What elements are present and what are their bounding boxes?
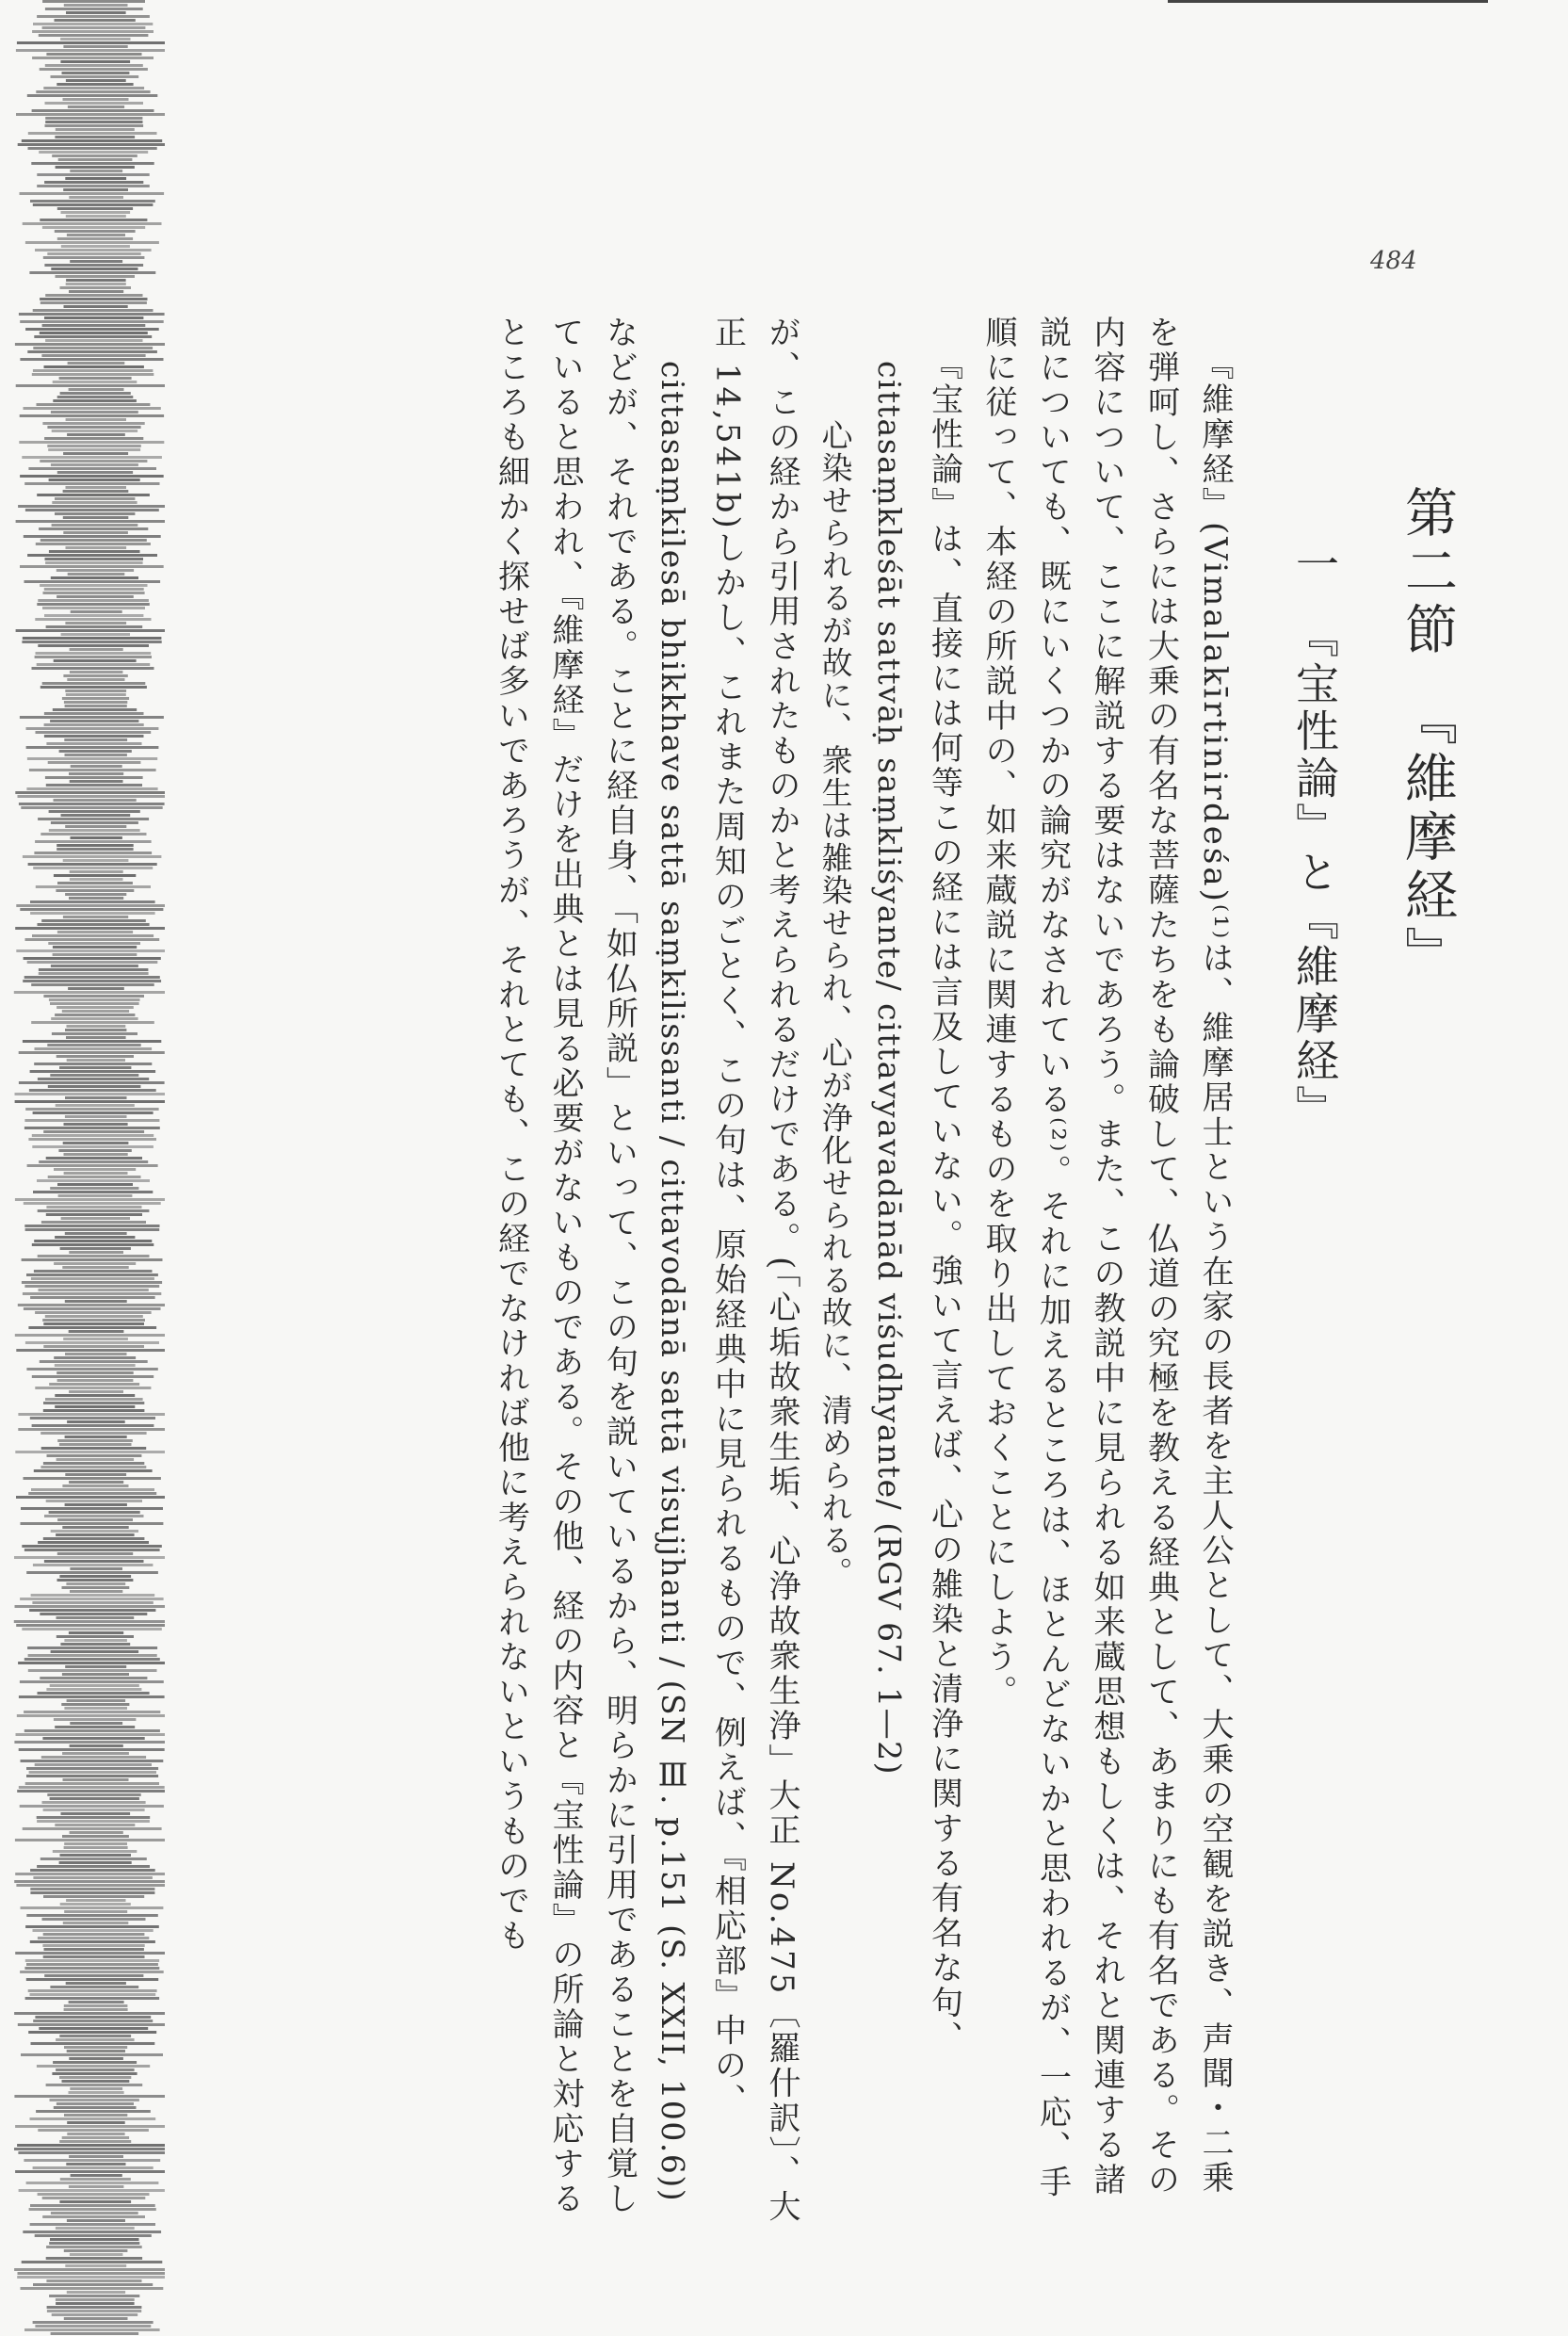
paragraph-1: 『維摩経』(Vimalakīrtinirdeśa)⁽¹⁾は、維摩居士という在家の長者を主人公として、大乗の空観を説き、声聞・二乗を弾呵し、さらには大乗の有名な菩薩たちをも論破して、仏道の究極を教える経典として、あまりにも有名である。その内容について、ここに解説する要はないであろう。また、この教説中に見られる如来蔵思想もしくは、それと関連する諸説についても、既にいくつかの論究がなされている⁽²⁾。それに加えるところは、ほとんどないかと思われるが、一応、手順に従って、本経の所説中の、如来蔵説に関連するものを取り出しておくことにしよう。	[979, 316, 1234, 2200]
binding-edge-shadow	[0, 0, 165, 2336]
subsection-title: 一 『宝性論』と『維摩経』	[1289, 542, 1340, 1132]
pali-quote-1: cittasaṃkleśāt sattvāḥ saṃkliśyante/ cittavyavadānād viśudhyante/ (RGV 67. 1—2)	[871, 361, 908, 1776]
pali-quote-2: cittasaṃkilesā bhikkhave sattā saṃkilissanti / cittavodānā sattā visujjhanti / (SN Ⅲ. p.151 (S. XXII, 100.6))	[655, 361, 691, 2203]
paragraph-2: 『宝性論』は、直接には何等この経には言及していない。強いて言えば、心の雑染と清浄に関する有名な句、	[925, 348, 963, 2055]
paragraph-4: などが、それである。ことに経自身、「如仏所説」といって、この句を説いているから、明らかに引用であることを自覚していると思われ、『維摩経』だけを出典とは見る必要がないものである。その他、経の内容と『宝性論』の所論と対応するところも細かく探せば多いであろうが、それとても、この経でなければ他に考えられないというものでも	[492, 316, 639, 2216]
paragraph-3: が、この経から引用されたものかと考えられるだけである。(「心垢故衆生垢、心浄故衆生浄」大正 No.475〔羅什訳〕、大正 14,541b)しかし、これまた周知のごとく、この句は、原始経典中に見られるもので、例えば、『相応部』中の、	[708, 316, 800, 2225]
section-title: 第二節 『維摩経』	[1397, 485, 1458, 984]
top-rule	[1168, 0, 1488, 3]
page-body	[198, 316, 1497, 2228]
page-number: 484	[1370, 247, 1417, 275]
quote-translation-1: 心染せられるが故に、衆生は雑染せられ、心が浄化せられる故に、清められる。	[816, 419, 854, 1589]
